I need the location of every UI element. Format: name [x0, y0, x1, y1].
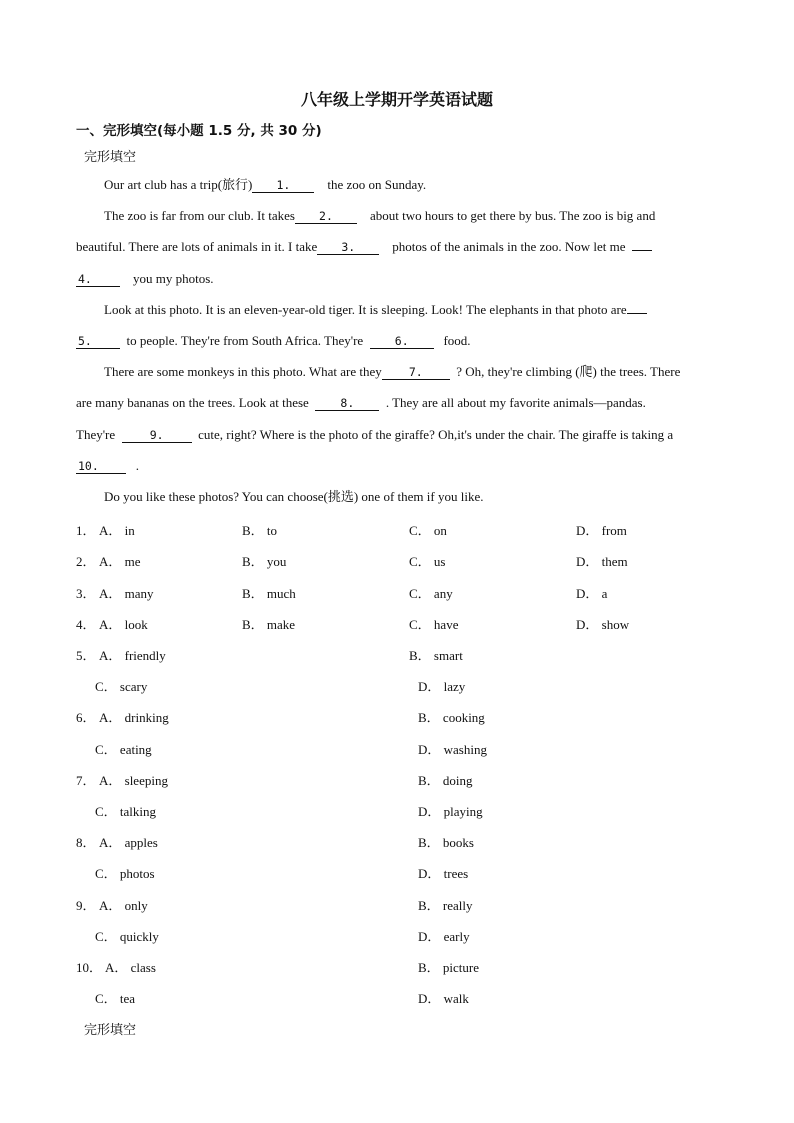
question-number: 4． [76, 617, 96, 632]
passage-line: 10. . [78, 458, 139, 473]
option-c[interactable]: C． any [409, 586, 453, 601]
question-number: 7． [76, 773, 96, 788]
subsection-label: 完形填空 [84, 1023, 137, 1038]
option-d[interactable]: D． from [576, 523, 627, 538]
option-c[interactable]: C． us [409, 554, 446, 569]
passage-line: The zoo is far from our club. It takes 2. about two hours to get there by bus. The zoo is big and [104, 208, 656, 223]
blank-4[interactable]: 4. [76, 272, 120, 287]
question-number: 1． [76, 523, 96, 538]
subsection-label: 完形填空 [84, 150, 137, 165]
option-a[interactable]: A． in [99, 523, 135, 538]
option-d[interactable]: D． playing [418, 804, 483, 819]
option-d[interactable]: D． trees [418, 866, 469, 881]
option-b[interactable]: B． doing [418, 773, 473, 788]
passage-line: beautiful. There are lots of animals in it. I take 3. photos of the animals in the zoo. Now let me [76, 239, 746, 255]
blank-8[interactable]: 8. [315, 396, 379, 411]
passage-line: 5. to people. They're from South Africa. They're 6. food. [78, 333, 471, 348]
option-d[interactable]: D． washing [418, 742, 487, 757]
option-c[interactable]: C． on [409, 523, 447, 538]
option-c[interactable]: C． quickly [95, 929, 159, 944]
blank-underline [627, 313, 647, 314]
option-d[interactable]: D． show [576, 617, 630, 632]
passage-line: They're 9. cute, right? Where is the photo of the giraffe? Oh,it's under the chair. The giraffe is taking a [76, 427, 674, 442]
option-a[interactable]: A． only [99, 898, 148, 913]
option-b[interactable]: B． really [418, 898, 473, 913]
option-d[interactable]: D． them [576, 554, 628, 569]
option-d[interactable]: D． a [576, 586, 608, 601]
option-b[interactable]: B． to [242, 523, 278, 538]
option-b[interactable]: B． much [242, 586, 296, 601]
question-number: 9． [76, 898, 96, 913]
section-heading: 一、完形填空(每小题 1.5 分, 共 30 分) [76, 123, 322, 139]
option-a[interactable]: A． friendly [99, 648, 166, 663]
option-a[interactable]: A． sleeping [99, 773, 168, 788]
option-a[interactable]: A． drinking [99, 710, 169, 725]
option-c[interactable]: C． tea [95, 991, 136, 1006]
option-d[interactable]: D． walk [418, 991, 469, 1006]
blank-underline [632, 250, 652, 251]
page-title: 八年级上学期开学英语试题 [300, 90, 493, 109]
question-number: 5． [76, 648, 96, 663]
option-a[interactable]: A． many [99, 586, 154, 601]
option-a[interactable]: A． look [99, 617, 148, 632]
passage-line: Our art club has a trip(旅行) 1. the zoo on Sunday. [104, 177, 427, 192]
option-c[interactable]: C． scary [95, 679, 148, 694]
question-number: 3． [76, 586, 96, 601]
blank-1[interactable]: 1. [252, 178, 314, 193]
question-number: 10． [76, 960, 103, 975]
passage-line: There are some monkeys in this photo. What are they 7. ? Oh, they're climbing (爬) the trees. There [104, 364, 681, 379]
blank-9[interactable]: 9. [122, 428, 192, 443]
question-number: 8． [76, 835, 96, 850]
passage-line: Look at this photo. It is an eleven-year-old tiger. It is sleeping. Look! The elephants in that photo are [104, 302, 774, 318]
blank-6[interactable]: 6. [370, 334, 434, 349]
blank-5[interactable]: 5. [76, 334, 120, 349]
passage-line: 4. you my photos. [78, 271, 214, 286]
option-a[interactable]: A． me [99, 554, 141, 569]
blank-7[interactable]: 7. [382, 365, 450, 380]
passage-line: Do you like these photos? You can choose(挑选) one of them if you like. [104, 489, 484, 504]
passage-line: are many bananas on the trees. Look at these 8. . They are all about my favorite animals—pandas. [76, 395, 646, 410]
option-b[interactable]: B． make [242, 617, 296, 632]
option-b[interactable]: B． smart [409, 648, 463, 663]
blank-10[interactable]: 10. [76, 459, 126, 474]
question-number: 2． [76, 554, 96, 569]
option-b[interactable]: B． cooking [418, 710, 485, 725]
option-c[interactable]: C． have [409, 617, 459, 632]
option-c[interactable]: C． talking [95, 804, 157, 819]
option-a[interactable]: A． class [105, 960, 156, 975]
option-c[interactable]: C． photos [95, 866, 155, 881]
option-b[interactable]: B． picture [418, 960, 480, 975]
question-number: 6． [76, 710, 96, 725]
blank-3[interactable]: 3. [317, 240, 379, 255]
blank-2[interactable]: 2. [295, 209, 357, 224]
option-b[interactable]: B． books [418, 835, 474, 850]
option-d[interactable]: D． lazy [418, 679, 466, 694]
option-d[interactable]: D． early [418, 929, 470, 944]
option-b[interactable]: B． you [242, 554, 287, 569]
option-a[interactable]: A． apples [99, 835, 158, 850]
option-c[interactable]: C． eating [95, 742, 152, 757]
